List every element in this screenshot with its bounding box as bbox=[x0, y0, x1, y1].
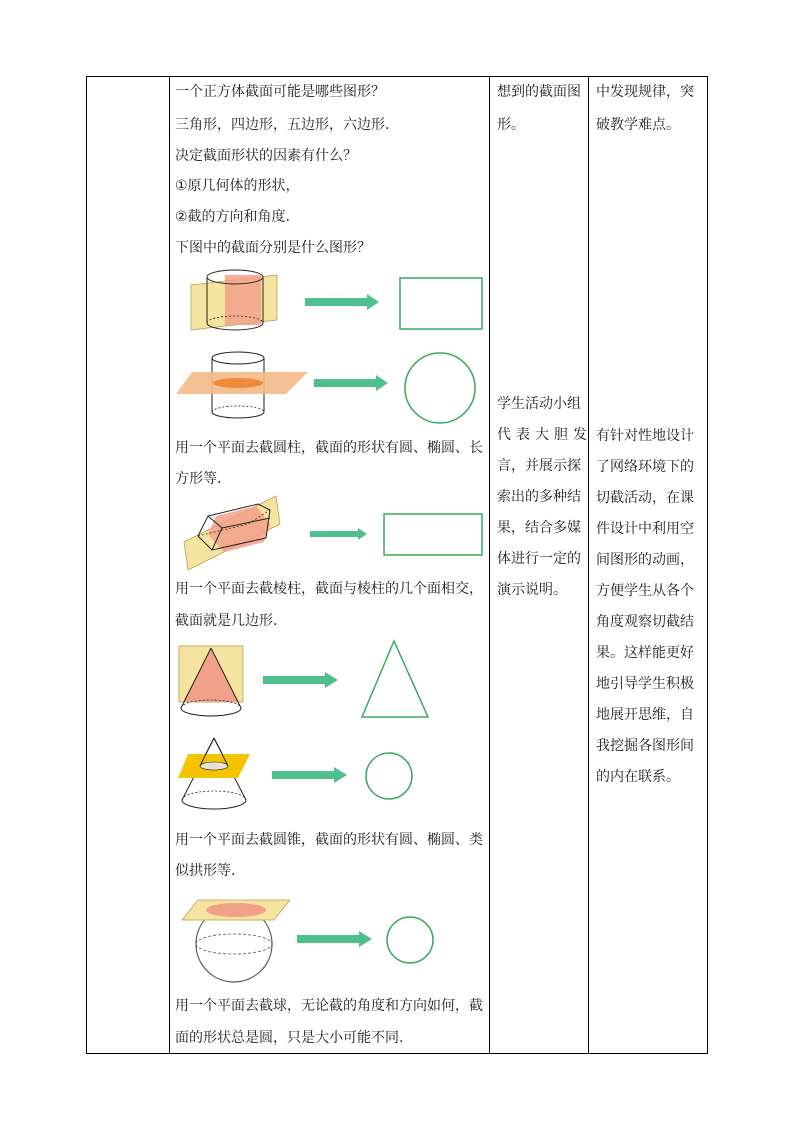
sphere-cut-icon bbox=[180, 898, 292, 984]
column-divider bbox=[169, 77, 170, 1053]
student-activity-text: 学生活动小组 bbox=[497, 396, 581, 412]
cone-text: 用一个平面去截圆锥，截面的形状有圆、椭圆、类 bbox=[175, 832, 483, 848]
column-divider bbox=[489, 77, 490, 1053]
cone-vertical-cut-icon bbox=[177, 644, 245, 720]
design-intent-text: 方便学生从各个 bbox=[596, 583, 694, 599]
design-intent-text: 的内在联系。 bbox=[596, 769, 680, 785]
arrow-icon bbox=[310, 528, 368, 540]
prism-text: 用一个平面去截棱柱，截面与棱柱的几个面相交， bbox=[175, 581, 483, 597]
prism-text: 截面就是几边形. bbox=[175, 613, 278, 629]
design-text: 破教学难点。 bbox=[596, 117, 680, 133]
student-activity-text: 体进行一定的 bbox=[497, 551, 581, 567]
sphere-text: 面的形状总是圆，只是大小可能不同. bbox=[175, 1030, 404, 1046]
design-intent-text: 有针对性地设计 bbox=[596, 428, 694, 444]
student-activity-text: 果，结合多媒 bbox=[497, 520, 581, 536]
design-intent-text: 间图形的动画， bbox=[596, 552, 694, 568]
design-intent-text: 切截活动，在课 bbox=[596, 490, 694, 506]
cylinder-horizontal-cut-icon bbox=[172, 350, 312, 430]
rectangle-section-icon bbox=[398, 276, 484, 331]
student-activity-text: 代表大胆发 bbox=[497, 427, 592, 443]
design-intent-text: 地引导学生积极 bbox=[596, 676, 694, 692]
prism-cut-icon bbox=[178, 494, 284, 574]
circle-section-icon bbox=[363, 750, 415, 802]
student-activity-text: 索出的多种结 bbox=[497, 489, 581, 505]
design-intent-text: 地展开思维，自 bbox=[596, 707, 694, 723]
student-activity-text: 演示说明。 bbox=[497, 582, 567, 598]
answer-text: ①原几何体的形状， bbox=[175, 178, 300, 194]
arrow-icon bbox=[272, 767, 348, 783]
answer-text: ②截的方向和角度. bbox=[175, 209, 291, 225]
cylinder-vertical-cut-icon bbox=[185, 265, 285, 340]
design-intent-text: 了网络环境下的 bbox=[596, 459, 694, 475]
arrow-icon bbox=[263, 672, 339, 688]
sphere-text: 用一个平面去截球，无论截的角度和方向如何，截 bbox=[175, 998, 483, 1014]
column-divider bbox=[588, 77, 589, 1053]
design-intent-text: 我挖掘各图形间 bbox=[596, 738, 694, 754]
student-text: 想到的截面图 bbox=[497, 84, 581, 100]
student-text: 形。 bbox=[497, 117, 525, 133]
design-intent-text: 角度观察切截结 bbox=[596, 614, 694, 630]
arrow-icon bbox=[297, 931, 373, 947]
question-text: 决定截面形状的因素有什么？ bbox=[175, 148, 357, 164]
cylinder-text: 方形等. bbox=[175, 471, 222, 487]
triangle-section-icon bbox=[358, 638, 432, 720]
arrow-icon bbox=[314, 375, 389, 391]
cone-horizontal-cut-icon bbox=[176, 736, 252, 818]
circle-section-icon bbox=[402, 350, 478, 426]
circle-section-icon bbox=[384, 914, 436, 966]
cylinder-text: 用一个平面去截圆柱，截面的形状有圆、椭圆、长 bbox=[175, 440, 483, 456]
question-text: 一个正方体截面可能是哪些图形？ bbox=[175, 84, 385, 100]
design-intent-text: 果。这样能更好 bbox=[596, 645, 694, 661]
rectangle-section-icon bbox=[382, 512, 484, 557]
student-activity-text: 言，并展示探 bbox=[497, 458, 581, 474]
question-text: 下图中的截面分别是什么图形？ bbox=[175, 240, 371, 256]
design-intent-text: 件设计中利用空 bbox=[596, 521, 694, 537]
design-text: 中发现规律，突 bbox=[596, 84, 694, 100]
answer-text: 三角形，四边形，五边形，六边形. bbox=[175, 117, 390, 133]
cone-text: 似拱形等. bbox=[175, 863, 236, 879]
arrow-icon bbox=[305, 294, 380, 310]
